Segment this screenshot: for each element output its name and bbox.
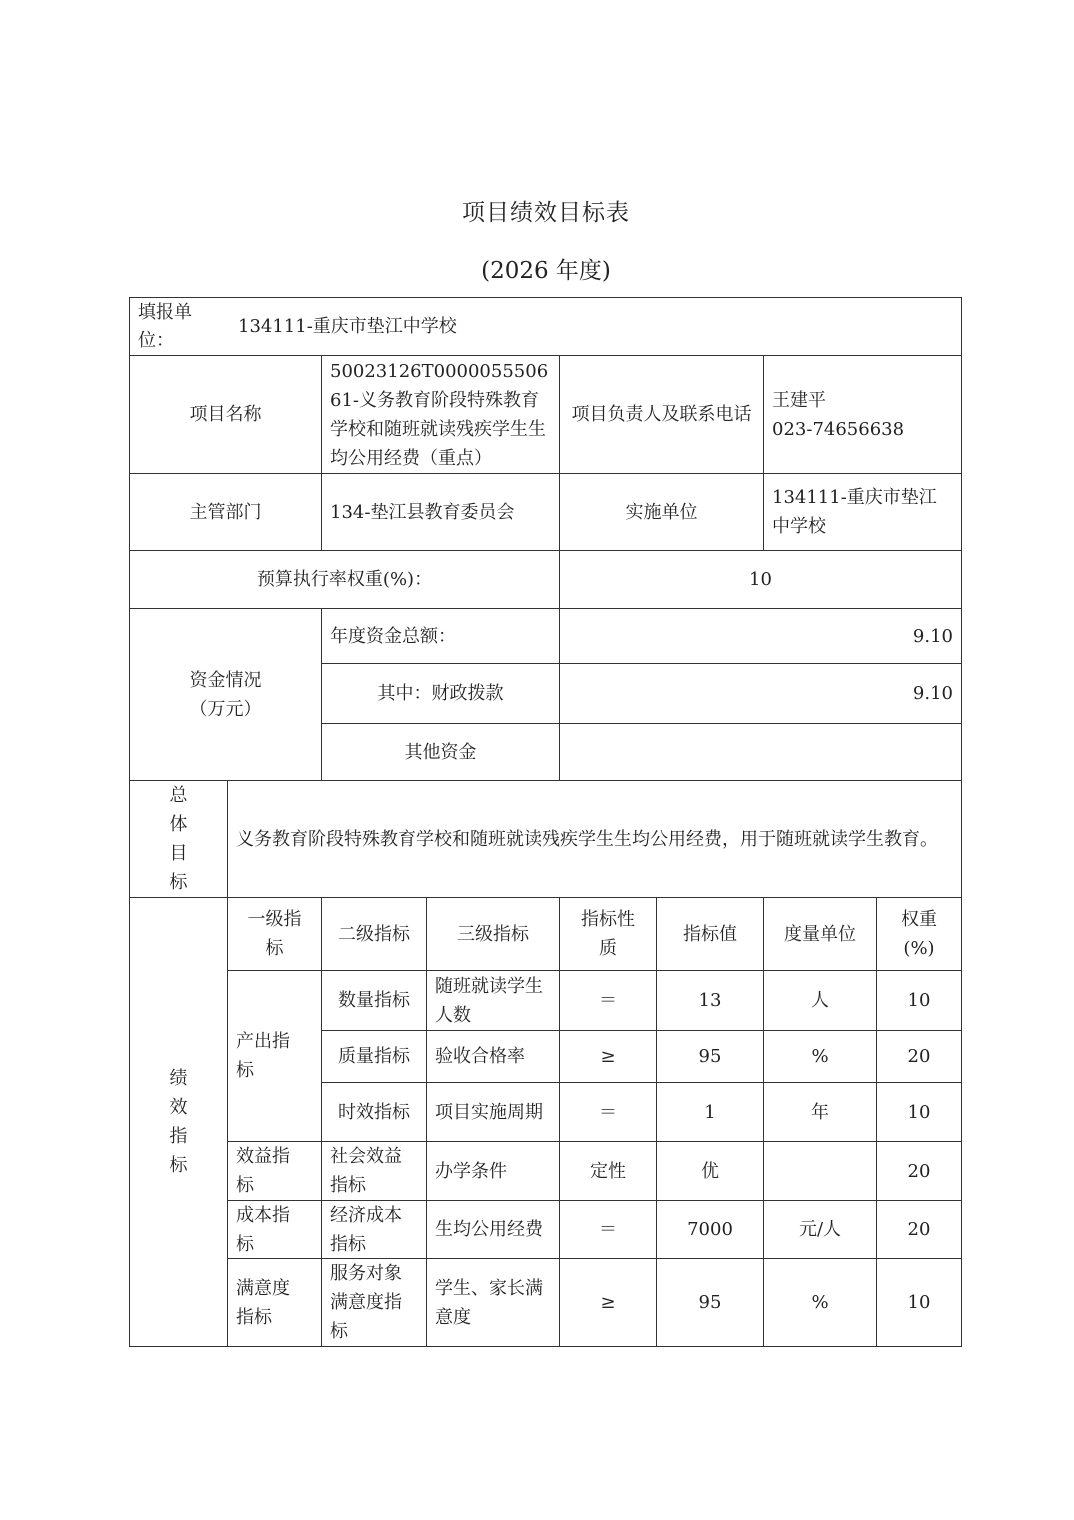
col-header-level3: 三级指标 <box>426 897 560 971</box>
table-row-0-nature: ＝ <box>559 970 657 1031</box>
table-row-5-unit: % <box>763 1258 877 1347</box>
project-name-label-cell <box>129 355 322 474</box>
funds-other-value-cell <box>559 723 962 781</box>
funds-other-label-cell <box>321 723 560 781</box>
overall-goal-text: 义务教育阶段特殊教育学校和随班就读残疾学生生均公用经费，用于随班就读学生教育。 <box>236 828 938 850</box>
table-row-5-value: 95 <box>656 1258 764 1347</box>
overall-goal-label: 总体目标 <box>169 785 188 893</box>
funds-fiscal-label-cell <box>321 663 560 724</box>
funds-total-label-cell <box>321 608 560 664</box>
table-row-3-unit <box>763 1141 877 1201</box>
table-row-2-value: 1 <box>656 1082 764 1142</box>
table-row-3-value: 优 <box>656 1141 764 1201</box>
impl-unit-label-cell <box>559 473 764 551</box>
funds-total-value-cell <box>559 608 962 664</box>
budget-weight-label-cell <box>129 550 560 609</box>
col-header-level1: 一级指标 <box>227 897 322 971</box>
budget-weight-value: 10 <box>749 569 772 590</box>
funds-label-cell <box>129 608 322 781</box>
col-header-level2: 二级指标 <box>321 897 427 971</box>
impl-unit-value: 134111-重庆市垫江中学校 <box>772 487 937 537</box>
table-row-4-nature: ＝ <box>559 1200 657 1259</box>
table-row-1-level2: 质量指标 <box>321 1030 427 1083</box>
contact-label: 项目负责人及联系电话 <box>571 404 752 425</box>
dept-label-cell <box>129 473 322 551</box>
level1-cost: 成本指标 <box>227 1200 322 1259</box>
table-row-1-nature: ≥ <box>559 1030 657 1083</box>
table-row-3-level2: 社会效益指标 <box>321 1141 427 1201</box>
reporting-unit-label: 填报单位： <box>138 301 192 351</box>
table-row-2-nature: ＝ <box>559 1082 657 1142</box>
funds-fiscal-value-cell <box>559 663 962 724</box>
table-row-4-value: 7000 <box>656 1200 764 1259</box>
funds-label: 资金情况（万元） <box>189 669 262 720</box>
table-row-5-level2: 服务对象满意度指标 <box>321 1258 427 1347</box>
overall-goal-label-cell <box>129 780 228 898</box>
table-row-0-unit: 人 <box>763 970 877 1031</box>
dept-label: 主管部门 <box>189 501 262 523</box>
table-row-1-level3: 验收合格率 <box>426 1030 560 1083</box>
table-row-0-level2: 数量指标 <box>321 970 427 1031</box>
col-header-weight: 权重(%) <box>876 897 962 971</box>
table-row-4-unit: 元/人 <box>763 1200 877 1259</box>
col-header-nature: 指标性质 <box>559 897 657 971</box>
table-row-4-level2: 经济成本指标 <box>321 1200 427 1259</box>
table-row-2-unit: 年 <box>763 1082 877 1142</box>
document-subtitle: (2026 年度) <box>481 258 611 284</box>
funds-fiscal-value: 9.10 <box>912 683 953 704</box>
table-row-5-level3: 学生、家长满意度 <box>426 1258 560 1347</box>
project-name-label: 项目名称 <box>189 404 262 425</box>
table-row-2-weight: 10 <box>876 1082 962 1142</box>
table-row-1-weight: 20 <box>876 1030 962 1083</box>
table-row-4-weight: 20 <box>876 1200 962 1259</box>
level1-benefit: 效益指标 <box>227 1141 322 1201</box>
funds-fiscal-label: 其中：财政拨款 <box>377 683 504 704</box>
col-header-unit: 度量单位 <box>763 897 877 971</box>
table-row-0-value: 13 <box>656 970 764 1031</box>
table-row-3-weight: 20 <box>876 1141 962 1201</box>
funds-other-label: 其他资金 <box>404 741 477 763</box>
table-row-2-level3: 项目实施周期 <box>426 1082 560 1142</box>
table-row-5-nature: ≥ <box>559 1258 657 1347</box>
funds-total-label: 年度资金总额： <box>330 625 456 647</box>
reporting-unit-row <box>129 297 962 356</box>
document-title: 项目绩效目标表 <box>462 200 630 226</box>
indicators-section-label-cell <box>129 897 228 1347</box>
table-row-0-weight: 10 <box>876 970 962 1031</box>
contact-value-cell <box>763 355 962 474</box>
contact-label-cell <box>559 355 764 474</box>
level1-output: 产出指标 <box>227 970 322 1142</box>
table-row-5-weight: 10 <box>876 1258 962 1347</box>
dept-value-cell <box>321 473 560 551</box>
table-row-1-unit: % <box>763 1030 877 1083</box>
funds-total-value: 9.10 <box>912 625 953 647</box>
project-name-value: 50023126T000005550661-义务教育阶段特殊教育学校和随班就读残疾学生生均公用经费（重点） <box>330 360 549 469</box>
budget-weight-value-cell <box>559 550 962 609</box>
table-row-2-level2: 时效指标 <box>321 1082 427 1142</box>
impl-unit-value-cell <box>763 473 962 551</box>
level1-satisfaction: 满意度指标 <box>227 1258 322 1347</box>
contact-name: 王建平 <box>772 389 826 411</box>
col-header-value: 指标值 <box>656 897 764 971</box>
budget-weight-label: 预算执行率权重(%)： <box>256 569 433 590</box>
dept-value: 134-垫江县教育委员会 <box>330 501 515 523</box>
impl-unit-label: 实施单位 <box>625 501 698 523</box>
table-row-3-level3: 办学条件 <box>426 1141 560 1201</box>
project-name-value-cell <box>321 355 560 474</box>
reporting-unit-value: 134111-重庆市垫江中学校 <box>238 316 457 337</box>
table-row-1-value: 95 <box>656 1030 764 1083</box>
indicators-section-label: 绩效指标 <box>169 1068 188 1176</box>
table-row-3-nature: 定性 <box>559 1141 657 1201</box>
overall-goal-text-cell <box>227 780 962 898</box>
table-row-4-level3: 生均公用经费 <box>426 1200 560 1259</box>
contact-phone: 023-74656638 <box>772 418 905 440</box>
table-row-0-level3: 随班就读学生人数 <box>426 970 560 1031</box>
